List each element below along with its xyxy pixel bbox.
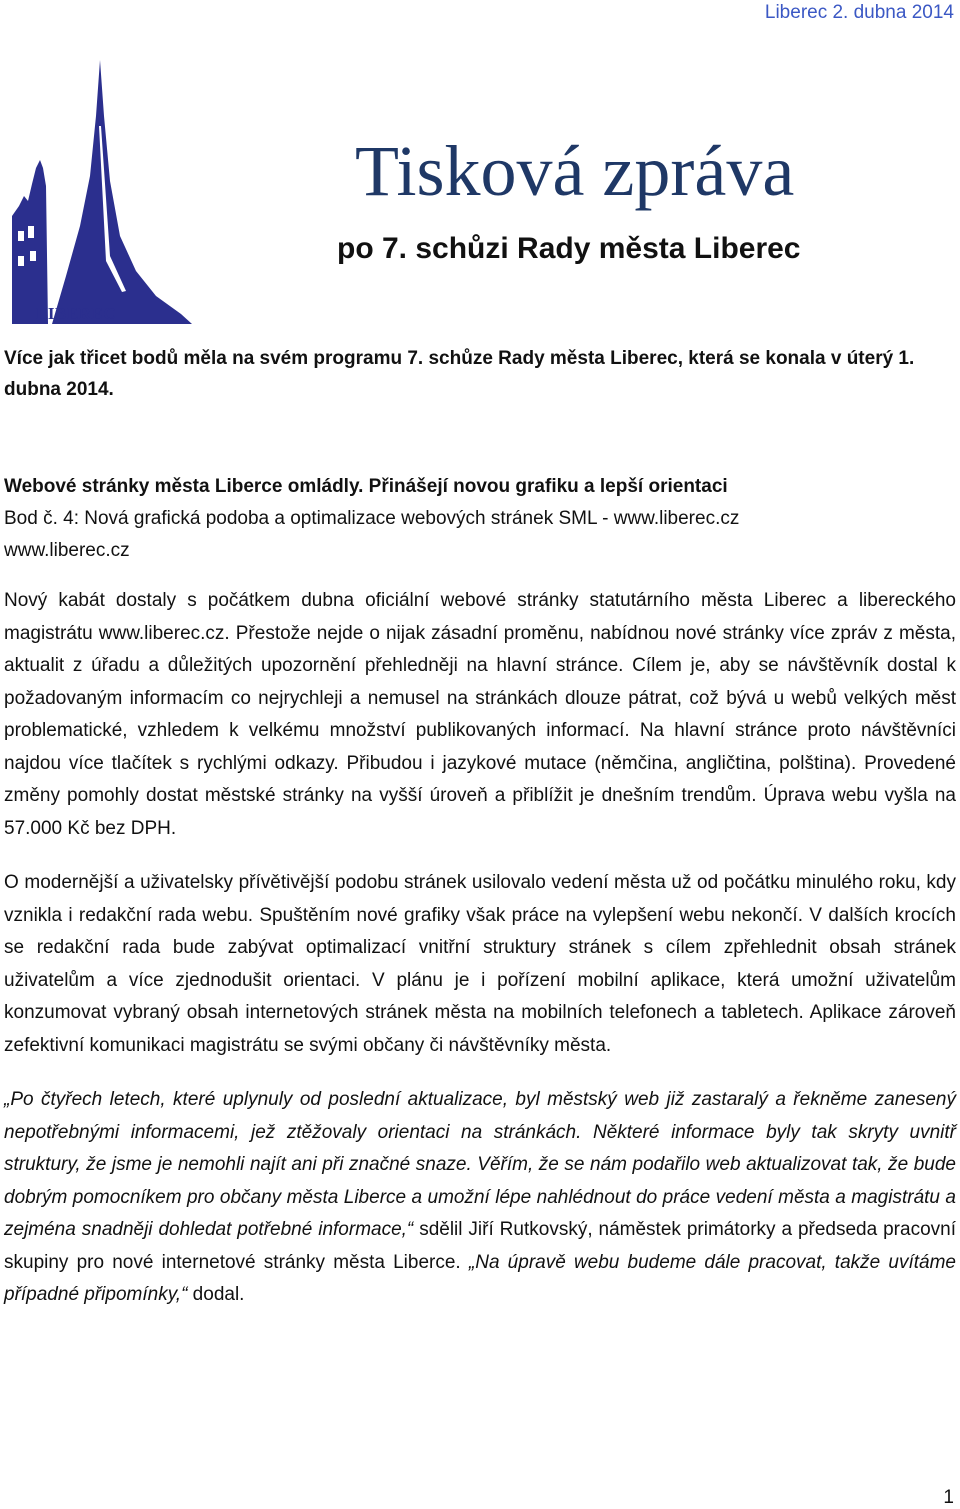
page-title: Tisková zpráva [355, 131, 795, 211]
page-number: 1 [943, 1487, 954, 1508]
city-tower-logo-icon [6, 56, 196, 326]
page-subtitle: po 7. schůzi Rady města Liberec [337, 232, 801, 265]
liberec-logo [6, 56, 196, 326]
website-link[interactable]: www.liberec.cz [4, 540, 130, 561]
logo-text: LIBEREC [36, 304, 117, 323]
agenda-item: Bod č. 4: Nová grafická podoba a optimalizace webových stránek SML - www.liberec.cz [4, 508, 740, 529]
paragraph-1: Nový kabát dostaly s počátkem dubna oficiální webové stránky statutárního města Liberec a libereckého magistrátu www.liberec.cz. Přestože nejde o nijak zásadní proměnu, nabídnou nové stránky více zpráv z města, aktualit z úřadu a důležitých upozornění přehledněji na hlavní stránce. Cílem je, aby se návštěvník dostal k požadovaným informacím co nejrychleji a nemusel na stránkách dlouze pátrat, což bývá u webů velkých měst problematické, vzhledem k velkému množství publikovaných informací. Na hlavní stránce proto návštěvníci najdou více tlačítek s rychlými odkazy. Přibudou i jazykové mutace (němčina, angličtina, polština). Provedené změny pomohly dostat městské stránky na vyšší úroveň a přiblížit je dnešním trendům. Úprava webu vyšla na 57.000 Kč bez DPH. [4, 590, 956, 839]
paragraph-2: O modernější a uživatelsky přívětivější podobu stránek usilovalo vedení města už od počátku minulého roku, kdy vznikla i redakční rada webu. Spuštěním nové grafiky však práce na vylepšení webu nekončí. V dalších krocích se redakční rada bude zabývat optimalizací vnitřní struktury stránek s cílem zpřehlednit obsah stránek uživatelům a více zjednodušit orientaci. V plánu je i pořízení mobilní aplikace, která umožní uživatelům konzumovat vybraný obsah internetových stránek města na mobilních telefonech a tabletech. Aplikace zároveň zefektivní komunikaci magistrátu se svými občany či návštěvníky města. [4, 872, 956, 1056]
paragraph-3 [4, 1084, 956, 1312]
quote-2: „Na úpravě webu budeme dále pracovat, takže uvítáme případné připomínky,“ [4, 1251, 956, 1305]
intro-paragraph: Více jak třicet bodů měla na svém programu 7. schůze Rady města Liberec, která se konala v úterý 1. dubna 2014. [4, 348, 915, 400]
quote-attribution: sdělil Jiří Rutkovský, náměstek primátorky a předseda pracovní skupiny pro nové internetové stránky města Liberce. [4, 1219, 956, 1273]
document-body [4, 343, 956, 1312]
closing-text: dodal. [187, 1284, 245, 1305]
document-date: Liberec 2. dubna 2014 [764, 2, 954, 23]
section-heading: Webové stránky města Liberce omládly. Přinášejí novou grafiku a lepší orientaci [4, 476, 728, 497]
quote-1: „Po čtyřech letech, které uplynuly od poslední aktualizace, byl městský web již zastaralý a řekněme zanesený nepotřebnými informacemi, jež ztěžovaly orientaci na stránkách. Některé informace byly tak skryty uvnitř struktury, že jsme je nemohli najít ani při značné snaze. Věřím, že se nám podařilo web aktualizovat tak, že bude dobrým pomocníkem pro občany města Liberce a umožní lépe nahlédnout do práce vedení města a magistrátu a zejména snadněji dohledat potřebné informace,“ [4, 1089, 956, 1240]
